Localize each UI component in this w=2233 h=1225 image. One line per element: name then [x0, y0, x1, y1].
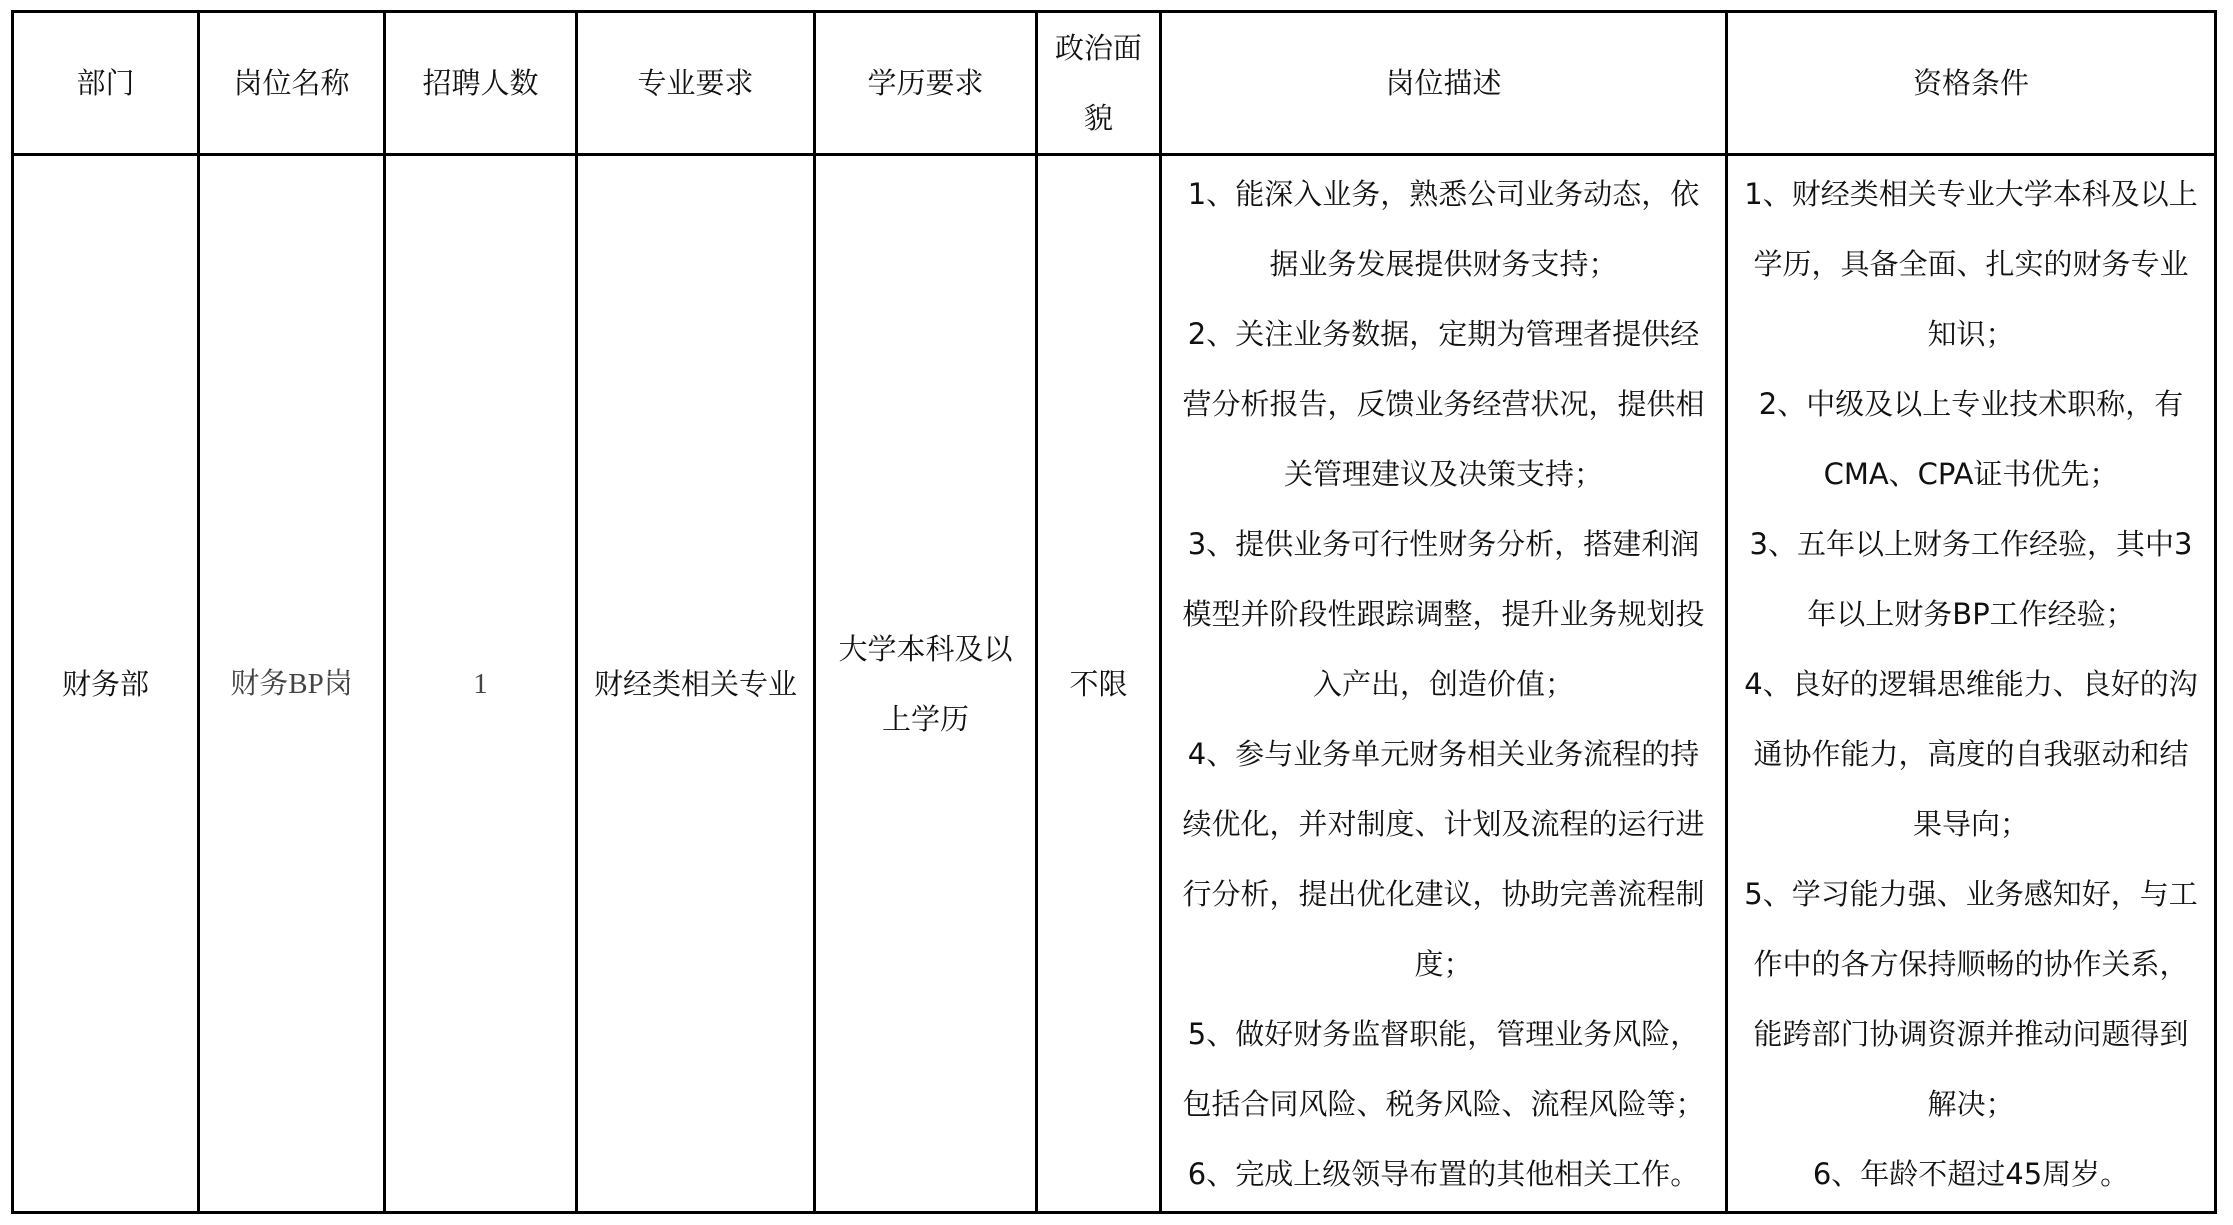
qualification-line: 5、学习能力强、业务感知好，与工 [1744, 876, 2198, 911]
description-line: 据业务发展提供财务支持； [1269, 246, 1618, 281]
description-line: 包括合同风险、税务风险、流程风险等； [1182, 1086, 1705, 1121]
header-education: 学历要求 [815, 12, 1037, 155]
qualification-line: 6、年龄不超过45周岁。 [1812, 1156, 2130, 1191]
qualification-line: 2、中级及以上专业技术职称，有 [1758, 386, 2184, 421]
cell-position: 财务BP岗 [199, 155, 385, 1213]
description-line: 1、能深入业务，熟悉公司业务动态，依 [1187, 176, 1700, 211]
cell-department: 财务部 [13, 155, 199, 1213]
qualification-line: 通协作能力，高度的自我驱动和结 [1753, 736, 2189, 771]
description-line: 2、关注业务数据，定期为管理者提供经 [1187, 316, 1700, 351]
cell-description [1161, 155, 1727, 1213]
description-line: 续优化，并对制度、计划及流程的运行进 [1182, 806, 1705, 841]
qualification-line: CMA、CPA证书优先； [1823, 456, 2119, 491]
header-row [13, 12, 2216, 155]
description-line: 度； [1414, 946, 1473, 981]
header-political [1037, 12, 1161, 155]
description-line: 4、参与业务单元财务相关业务流程的持 [1187, 736, 1700, 771]
qualification-line: 果导向； [1912, 806, 2029, 841]
cell-major: 财经类相关专业 [577, 155, 815, 1213]
description-line: 模型并阶段性跟踪调整，提升业务规划投 [1182, 596, 1705, 631]
education-line2: 上学历 [881, 701, 969, 736]
qualification-line: 知识； [1927, 316, 2015, 351]
cell-qualification [1727, 155, 2216, 1213]
description-line: 行分析，提出优化建议，协助完善流程制 [1182, 876, 1705, 911]
qualification-line: 学历，具备全面、扎实的财务专业 [1753, 246, 2189, 281]
header-political-line2: 貌 [1083, 101, 1113, 135]
header-qualification: 资格条件 [1727, 12, 2216, 155]
header-description: 岗位描述 [1161, 12, 1727, 155]
education-line1: 大学本科及以 [838, 631, 1013, 666]
header-political-line1: 政治面 [1054, 31, 1142, 65]
qualification-line: 作中的各方保持顺畅的协作关系， [1753, 946, 2189, 981]
cell-political: 不限 [1037, 155, 1161, 1213]
description-line: 3、提供业务可行性财务分析，搭建利润 [1187, 526, 1700, 561]
recruitment-table [11, 10, 2217, 1214]
header-position: 岗位名称 [199, 12, 385, 155]
cell-education [815, 155, 1037, 1213]
qualification-line: 解决； [1927, 1086, 2015, 1121]
qualification-line: 能跨部门协调资源并推动问题得到 [1753, 1016, 2189, 1051]
qualification-line: 年以上财务BP工作经验； [1807, 596, 2135, 631]
table-row [13, 155, 2216, 1213]
qualification-line: 3、五年以上财务工作经验，其中3 [1749, 526, 2193, 561]
header-major: 专业要求 [577, 12, 815, 155]
header-count: 招聘人数 [385, 12, 577, 155]
qualification-line: 1、财经类相关专业大学本科及以上 [1744, 176, 2198, 211]
header-department: 部门 [13, 12, 199, 155]
description-line: 5、做好财务监督职能，管理业务风险， [1187, 1016, 1700, 1051]
description-line: 入产出，创造价值； [1312, 666, 1574, 701]
description-line: 6、完成上级领导布置的其他相关工作。 [1187, 1156, 1700, 1191]
description-line: 营分析报告，反馈业务经营状况，提供相 [1182, 386, 1705, 421]
cell-count: 1 [385, 155, 577, 1213]
description-line: 关管理建议及决策支持； [1283, 456, 1603, 491]
qualification-line: 4、良好的逻辑思维能力、良好的沟 [1744, 666, 2198, 701]
